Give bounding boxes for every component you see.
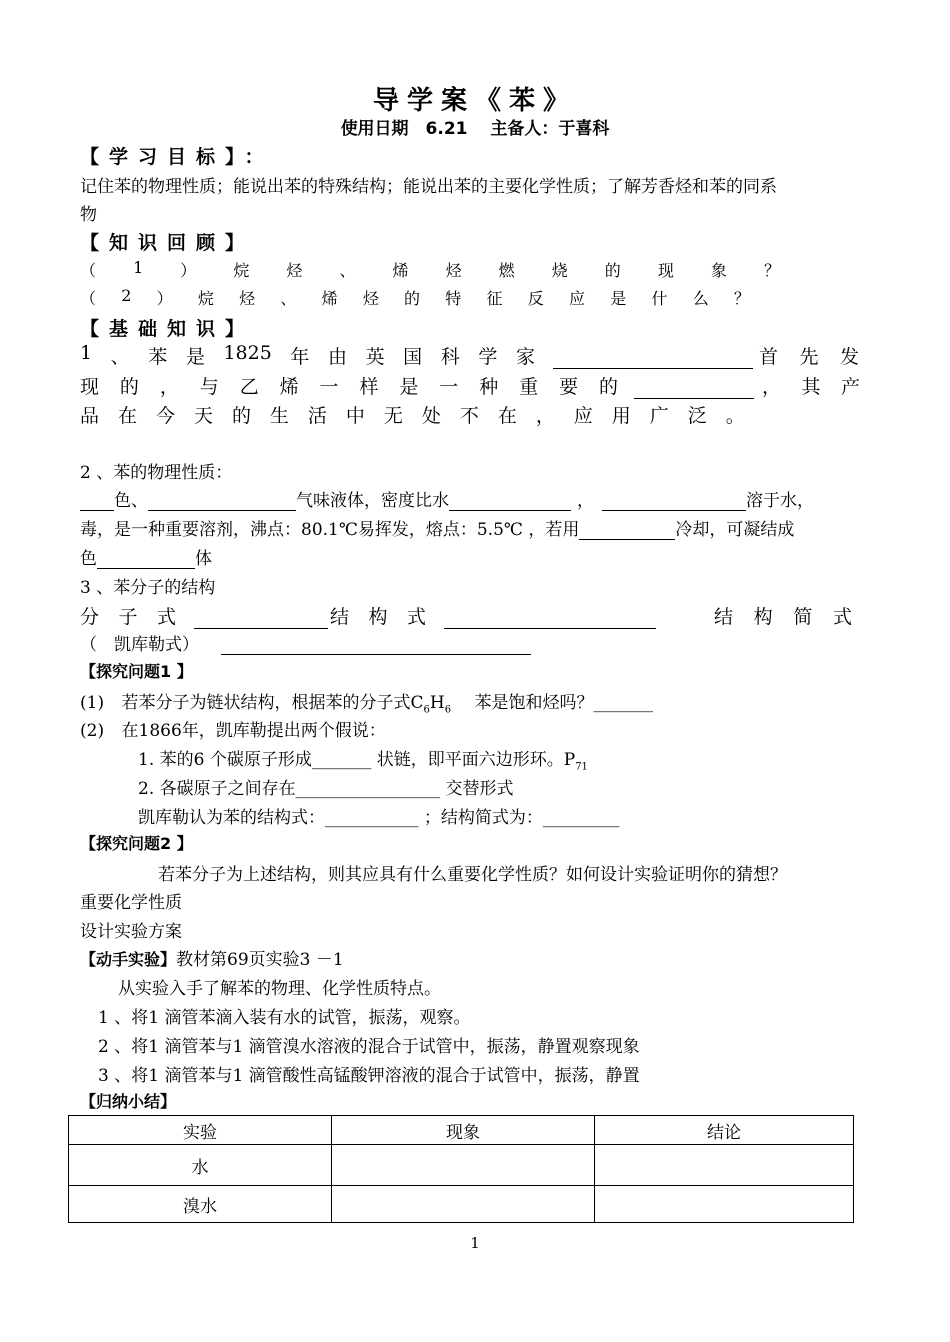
experiment-heading: 【动手实验】 <box>80 950 177 969</box>
review-question-1: （ 1 ） 烷 烃 、 烯 烃 燃 烧 的 现 象 ？ <box>80 258 780 280</box>
page-number: 1 <box>470 1234 480 1252</box>
column-header: 现象 <box>332 1116 595 1145</box>
summary-table <box>68 1115 854 1223</box>
blank-density[interactable] <box>449 492 571 511</box>
objectives-line-2: 物 <box>80 205 97 225</box>
experiment-intro: 从实验入手了解苯的物理、化学性质特点。 <box>118 979 441 999</box>
blank-odor[interactable] <box>148 492 296 511</box>
blank-cooling[interactable] <box>579 521 675 540</box>
hypothesis-2: 2. 各碳原子之间存在_________________ 交替形式 <box>138 779 514 799</box>
inquiry2-question: 若苯分子为上述结构，则其应具有什么重要化学性质？如何设计实验证明你的猜想？ <box>158 865 787 885</box>
structure-line2: （ 凯库勒式） <box>80 630 531 655</box>
table-cell: 溴水 <box>69 1186 332 1223</box>
kekule-conclusion: 凯库勒认为苯的结构式：___________ ；结构简式为：_________ <box>138 808 620 828</box>
blank-solubility[interactable] <box>602 492 746 511</box>
blank-molecular-formula[interactable] <box>194 610 328 629</box>
inquiry1-question2: (2) 在1866年，凯库勒提出两个假说： <box>80 721 386 741</box>
column-header: 结论 <box>595 1116 854 1145</box>
objectives-heading: 【学习目标】： <box>80 146 274 168</box>
table-cell: 水 <box>69 1145 332 1186</box>
hypothesis-1: 1. 苯的6 个碳原子形成_______ 状链，即平面六边形环。$P_{71}$ <box>138 750 588 773</box>
table-cell[interactable] <box>595 1186 854 1223</box>
structure-title: 3 、苯分子的结构 <box>80 578 216 598</box>
column-header: 实验 <box>69 1116 332 1145</box>
experiment-step-2: 2 、将1 滴管苯与1 滴管溴水溶液的混合于试管中，振荡，静置观察现象 <box>98 1037 640 1057</box>
blank-raw-material[interactable] <box>634 380 754 399</box>
basics-para1-line1: 1 、 苯 是 1825 年 由 英 国 科 学 家 首 先 发 <box>80 342 859 368</box>
page-title: 导学案《苯》 <box>372 86 577 116</box>
experiment-line: 【动手实验】教材第69页实验3 －1 <box>80 950 344 970</box>
chemical-properties-label: 重要化学性质 <box>80 893 182 913</box>
review-question-2: （ 2 ） 烷 烃 、 烯 烃 的 特 征 反 应 是 什 么 ？ <box>80 286 750 308</box>
inquiry2-heading: 【探究问题2 】 <box>80 834 193 853</box>
summary-heading: 【归纳小结】 <box>80 1092 177 1111</box>
page-subtitle: 使用日期 6.21 主备人：于喜科 <box>340 119 610 139</box>
objectives-line-1: 记住苯的物理性质；能说出苯的特殊结构；能说出苯的主要化学性质；了解芳香烃和苯的同系 <box>80 177 777 197</box>
physical-properties-line3: 色 体 <box>80 549 212 569</box>
inquiry1-question1: (1) 若苯分子为链状结构，根据苯的分子式$C_6H_6$ 苯是饱和烃吗？_______ <box>80 693 653 716</box>
blank-solid-color[interactable] <box>97 550 195 569</box>
basics-para1-line2: 现 的 ， 与 乙 烯 一 样 是 一 种 重 要 的 ， 其 产 <box>80 376 860 398</box>
inquiry1-heading: 【探究问题1 】 <box>80 662 193 681</box>
blank-kekule-formula[interactable] <box>221 636 531 655</box>
blank-color[interactable] <box>80 492 114 511</box>
physical-properties-line2: 毒，是一种重要溶剂，沸点：80.1℃易挥发，熔点：5.5℃ ，若用 冷却，可凝结成 <box>80 520 795 540</box>
experiment-step-1: 1 、将1 滴管苯滴入装有水的试管，振荡，观察。 <box>98 1008 471 1028</box>
basics-para1-line3: 品 在 今 天 的 生 活 中 无 处 不 在 ， 应 用 广 泛 。 <box>80 405 745 427</box>
experiment-step-3: 3 、将1 滴管苯与1 滴管酸性高锰酸钾溶液的混合于试管中，振荡，静置 <box>98 1066 640 1086</box>
table-row <box>69 1186 854 1223</box>
physical-properties-title: 2 、苯的物理性质： <box>80 463 233 483</box>
table-row <box>69 1145 854 1186</box>
physical-properties-line1: 色、 气味液体，密度比水 ， 溶于水， <box>80 486 814 511</box>
review-heading: 【知识回顾】 <box>80 232 255 254</box>
table-cell[interactable] <box>332 1186 595 1223</box>
table-cell[interactable] <box>595 1145 854 1186</box>
experiment-design-label: 设计实验方案 <box>80 922 182 942</box>
basics-heading: 【基础知识】 <box>80 318 255 340</box>
blank-discoverer[interactable] <box>553 350 753 369</box>
blank-structural-formula[interactable] <box>444 610 656 629</box>
structure-line1: 分 子 式 结 构 式 结 构 简 式 <box>80 606 852 628</box>
table-header-row <box>69 1116 854 1145</box>
table-cell[interactable] <box>332 1145 595 1186</box>
